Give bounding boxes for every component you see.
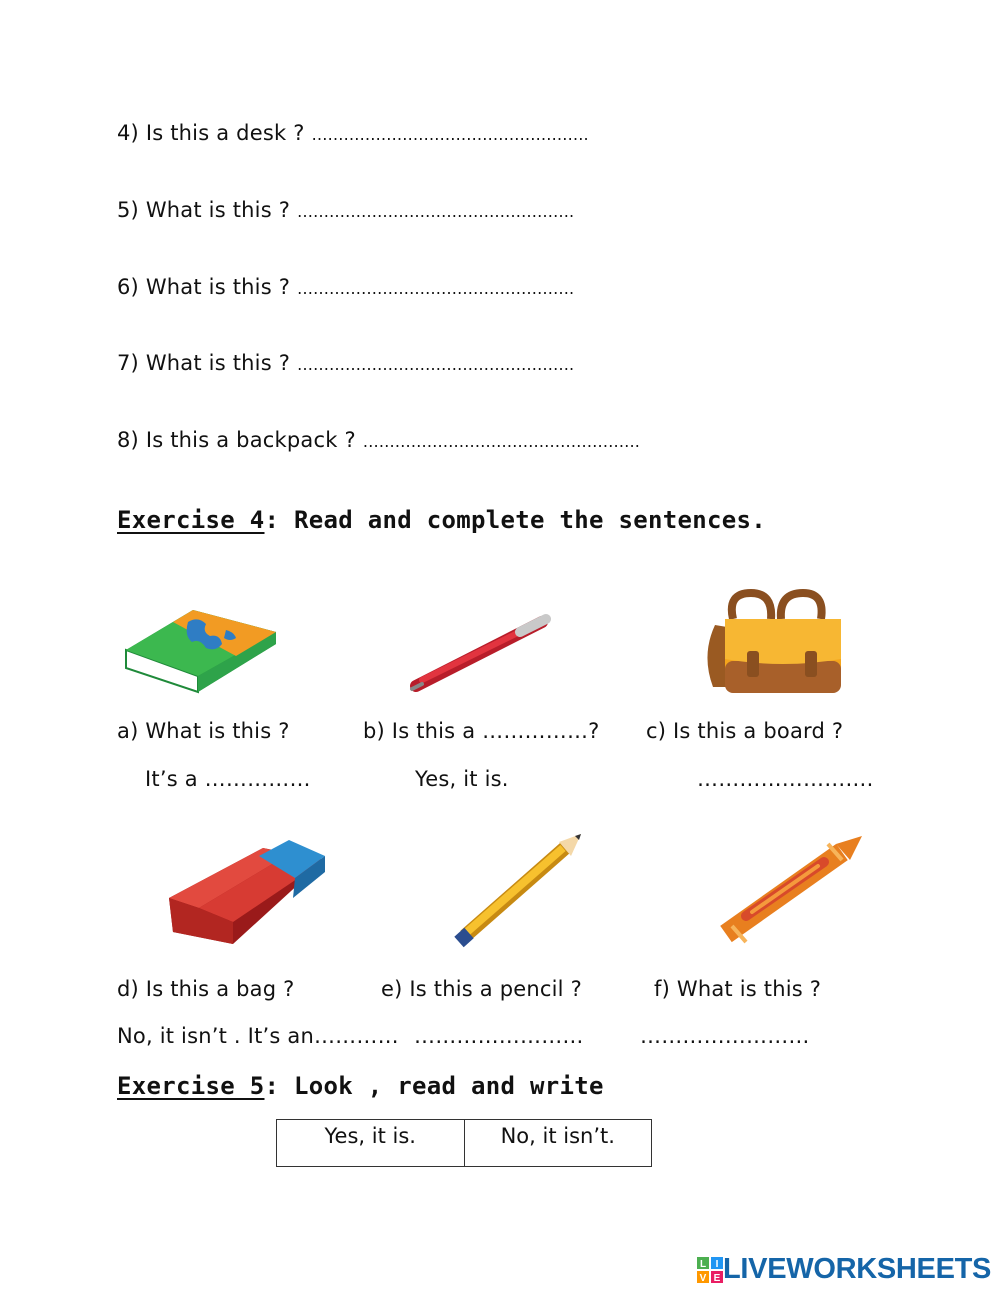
exercise-5-heading: Exercise 5: Look , read and write <box>117 1072 604 1100</box>
logo-icon-letter: V <box>699 1272 707 1283</box>
exercise-4-item-e: e) Is this a pencil ? <box>381 977 582 1001</box>
answer-text: Yes, it is. <box>415 767 509 791</box>
answer-blank[interactable]: ……………………………………………. <box>296 355 575 374</box>
exercise-4-item-c: c) Is this a board ? <box>646 719 844 743</box>
answer-blank[interactable]: ……………………………………………. <box>296 279 575 298</box>
answer-blank[interactable]: ……………………………………………. <box>296 202 575 221</box>
question-8: 8) Is this a backpack ? ……………………………………………. <box>117 428 640 452</box>
pen-image <box>410 612 552 692</box>
crayon-image <box>716 832 866 944</box>
question-7: 7) What is this ? ……………………………………………. <box>117 351 575 375</box>
bag-image <box>703 589 845 695</box>
exercise-4-item-d: d) Is this a bag ? <box>117 977 295 1001</box>
answer-blank[interactable]: ……………………………………………. <box>311 125 589 144</box>
answer-blank[interactable]: …………………… <box>414 1024 584 1048</box>
exercise-4-heading: Exercise 4: Read and complete the sentences. <box>117 506 766 534</box>
answer-blank[interactable]: No, it isn’t . It’s an………… <box>117 1024 399 1048</box>
answer-blank[interactable]: It’s a …………… <box>145 767 311 791</box>
exercise-4-item-a: a) What is this ? <box>117 719 290 743</box>
answer-blank[interactable]: ……………………. <box>697 767 874 791</box>
pencil-image <box>455 832 585 944</box>
question-5: 5) What is this ? ……………………………………………. <box>117 198 575 222</box>
eraser-image <box>163 836 331 952</box>
yes-option: Yes, it is. <box>277 1120 465 1167</box>
no-option: No, it isn’t. <box>464 1120 652 1167</box>
logo-icon-letter: I <box>715 1258 719 1270</box>
logo-text: LIVEWORKSHEETS <box>723 1253 992 1285</box>
answer-options-table <box>276 1119 652 1167</box>
logo-icon-letter: E <box>713 1272 721 1283</box>
exercise-4-item-f: f) What is this ? <box>654 977 822 1001</box>
answer-blank[interactable]: ……………………………………………. <box>362 432 640 451</box>
liveworksheets-logo <box>697 1253 991 1286</box>
book-image <box>118 602 278 694</box>
question-6: 6) What is this ? ……………………………………………. <box>117 275 575 299</box>
logo-icon-letter: L <box>699 1258 707 1270</box>
exercise-4-item-b[interactable]: b) Is this a ……………? <box>363 719 600 743</box>
logo-icon <box>697 1257 723 1283</box>
answer-blank[interactable]: …………………… <box>640 1024 810 1048</box>
question-4: 4) Is this a desk ? ……………………………………………. <box>117 121 589 145</box>
